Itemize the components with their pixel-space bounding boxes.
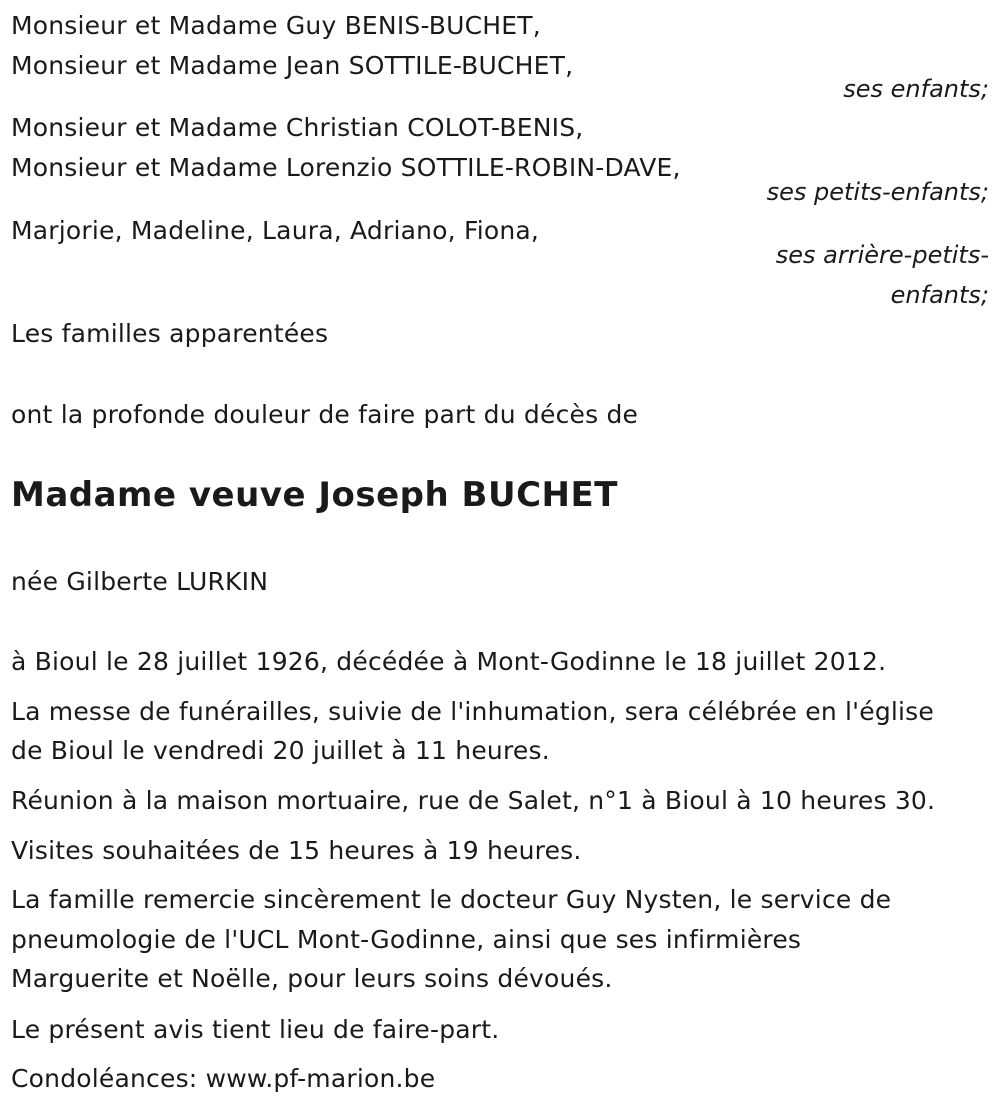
born-name: née Gilberte LURKIN xyxy=(11,567,269,596)
great-grandchildren-label-2: enfants; xyxy=(890,281,989,309)
visits-paragraph: Visites souhaitées de 15 heures à 19 heures. xyxy=(11,836,582,865)
deceased-name: Madame veuve Joseph BUCHET xyxy=(11,475,618,515)
dates-paragraph: à Bioul le 28 juillet 1926, décédée à Mont-Godinne le 18 juillet 2012. xyxy=(11,647,887,676)
child-line-1: Monsieur et Madame Guy BENIS-BUCHET, xyxy=(11,11,541,40)
announcement: ont la profonde douleur de faire part du décès de xyxy=(11,400,639,429)
grandchild-line-1: Monsieur et Madame Christian COLOT-BENIS, xyxy=(11,113,584,142)
child-line-2: Monsieur et Madame Jean SOTTILE-BUCHET, xyxy=(11,51,574,80)
thanks-line-3: Marguerite et Noëlle, pour leurs soins dévoués. xyxy=(11,964,613,993)
great-grandchildren-line: Marjorie, Madeline, Laura, Adriano, Fiona, xyxy=(11,216,540,245)
children-label: ses enfants; xyxy=(843,75,989,103)
mass-line-2: de Bioul le vendredi 20 juillet à 11 heures. xyxy=(11,736,550,765)
condolences-paragraph: Condoléances: www.pf-marion.be xyxy=(11,1064,436,1093)
meeting-paragraph: Réunion à la maison mortuaire, rue de Salet, n°1 à Bioul à 10 heures 30. xyxy=(11,786,936,815)
grandchildren-label: ses petits-enfants; xyxy=(766,178,989,206)
related-families: Les familles apparentées xyxy=(11,319,329,348)
thanks-line-2: pneumologie de l'UCL Mont-Godinne, ainsi que ses infirmières xyxy=(11,925,802,954)
notice-paragraph: Le présent avis tient lieu de faire-part. xyxy=(11,1015,500,1044)
grandchild-line-2: Monsieur et Madame Lorenzio SOTTILE-ROBIN-DAVE, xyxy=(11,153,681,182)
mass-line-1: La messe de funérailles, suivie de l'inhumation, sera célébrée en l'église xyxy=(11,697,934,726)
great-grandchildren-label-1: ses arrière-petits- xyxy=(775,241,989,269)
thanks-line-1: La famille remercie sincèrement le docteur Guy Nysten, le service de xyxy=(11,885,892,914)
